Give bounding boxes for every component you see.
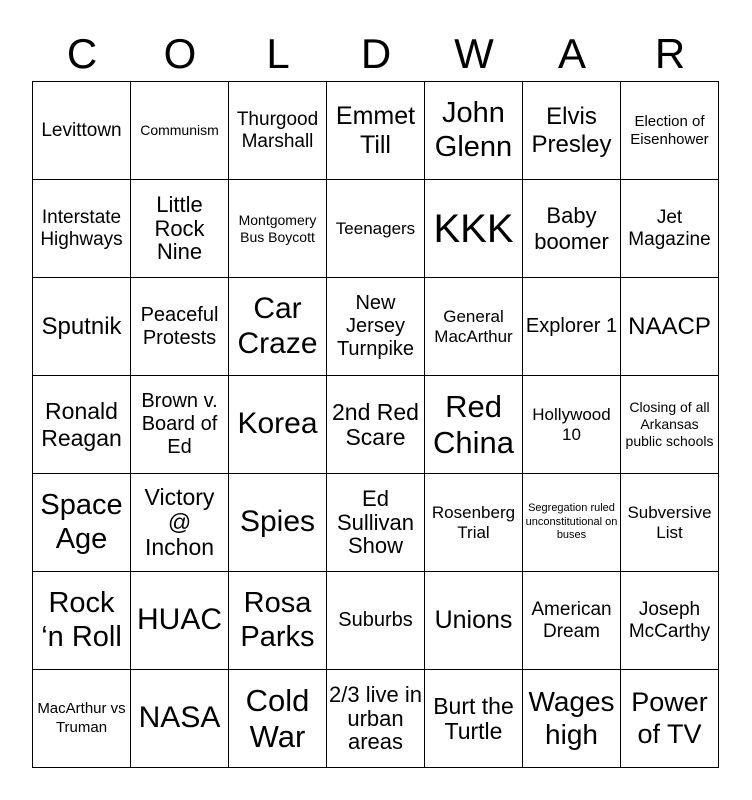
header-letter-o: O	[163, 30, 197, 77]
bingo-cell[interactable]: Joseph McCarthy	[621, 572, 719, 670]
header-letter-l: L	[266, 30, 290, 77]
bingo-cell[interactable]: Red China	[425, 376, 523, 474]
bingo-cell[interactable]: Closing of all Arkansas public schools	[621, 376, 719, 474]
bingo-cell[interactable]: Victory @ Inchon	[131, 474, 229, 572]
bingo-cell[interactable]: Korea	[229, 376, 327, 474]
bingo-cell[interactable]: American Dream	[523, 572, 621, 670]
bingo-cell[interactable]: Car Craze	[229, 278, 327, 376]
bingo-cell[interactable]: Rosa Parks	[229, 572, 327, 670]
bingo-cell[interactable]: Burt the Turtle	[425, 670, 523, 768]
bingo-cell[interactable]: Unions	[425, 572, 523, 670]
bingo-cell[interactable]: Subversive List	[621, 474, 719, 572]
bingo-cell[interactable]: Teenagers	[327, 180, 425, 278]
bingo-cell[interactable]: Levittown	[33, 82, 131, 180]
bingo-cell[interactable]: 2/3 live in urban areas	[327, 670, 425, 768]
bingo-cell[interactable]: Emmet Till	[327, 82, 425, 180]
bingo-cell[interactable]: Rock ‘n Roll	[33, 572, 131, 670]
bingo-cell[interactable]: Interstate Highways	[33, 180, 131, 278]
bingo-cell[interactable]: John Glenn	[425, 82, 523, 180]
bingo-cell[interactable]: General MacArthur	[425, 278, 523, 376]
bingo-cell[interactable]: 2nd Red Scare	[327, 376, 425, 474]
bingo-cell[interactable]: Ronald Reagan	[33, 376, 131, 474]
bingo-cell[interactable]: Little Rock Nine	[131, 180, 229, 278]
header-letter-c: C	[66, 30, 98, 77]
bingo-cell[interactable]: Sputnik	[33, 278, 131, 376]
header-letter-w: W	[454, 30, 494, 77]
bingo-cell[interactable]: Space Age	[33, 474, 131, 572]
bingo-cell[interactable]: Montgomery Bus Boycott	[229, 180, 327, 278]
bingo-cell[interactable]: Explorer 1	[523, 278, 621, 376]
bingo-cell[interactable]: Jet Magazine	[621, 180, 719, 278]
bingo-cell[interactable]: Election of Eisenhower	[621, 82, 719, 180]
header-letter-a: A	[557, 30, 586, 77]
bingo-cell[interactable]: Power of TV	[621, 670, 719, 768]
header-letter-d: D	[360, 30, 392, 77]
bingo-cell[interactable]: Segregation ruled unconstitutional on buses	[523, 474, 621, 572]
bingo-cell[interactable]: MacArthur vs Truman	[33, 670, 131, 768]
bingo-cell[interactable]: Wages high	[523, 670, 621, 768]
bingo-cell[interactable]: HUAC	[131, 572, 229, 670]
header-letter-r: R	[654, 30, 686, 77]
bingo-cell[interactable]: Brown v. Board of Ed	[131, 376, 229, 474]
bingo-cell[interactable]: Spies	[229, 474, 327, 572]
bingo-board	[32, 81, 719, 768]
bingo-cell[interactable]: NASA	[131, 670, 229, 768]
bingo-cell[interactable]: Hollywood 10	[523, 376, 621, 474]
bingo-cell[interactable]: Ed Sullivan Show	[327, 474, 425, 572]
bingo-cell[interactable]: Communism	[131, 82, 229, 180]
bingo-cell[interactable]: Elvis Presley	[523, 82, 621, 180]
bingo-cell[interactable]: KKK	[425, 180, 523, 278]
bingo-cell[interactable]: Baby boomer	[523, 180, 621, 278]
bingo-cell[interactable]: New Jersey Turnpike	[327, 278, 425, 376]
bingo-header	[33, 28, 719, 80]
bingo-cell[interactable]: Rosenberg Trial	[425, 474, 523, 572]
bingo-cell[interactable]: Thurgood Marshall	[229, 82, 327, 180]
bingo-cell[interactable]: Cold War	[229, 670, 327, 768]
bingo-cell[interactable]: Suburbs	[327, 572, 425, 670]
bingo-cell[interactable]: Peaceful Protests	[131, 278, 229, 376]
bingo-cell[interactable]: NAACP	[621, 278, 719, 376]
